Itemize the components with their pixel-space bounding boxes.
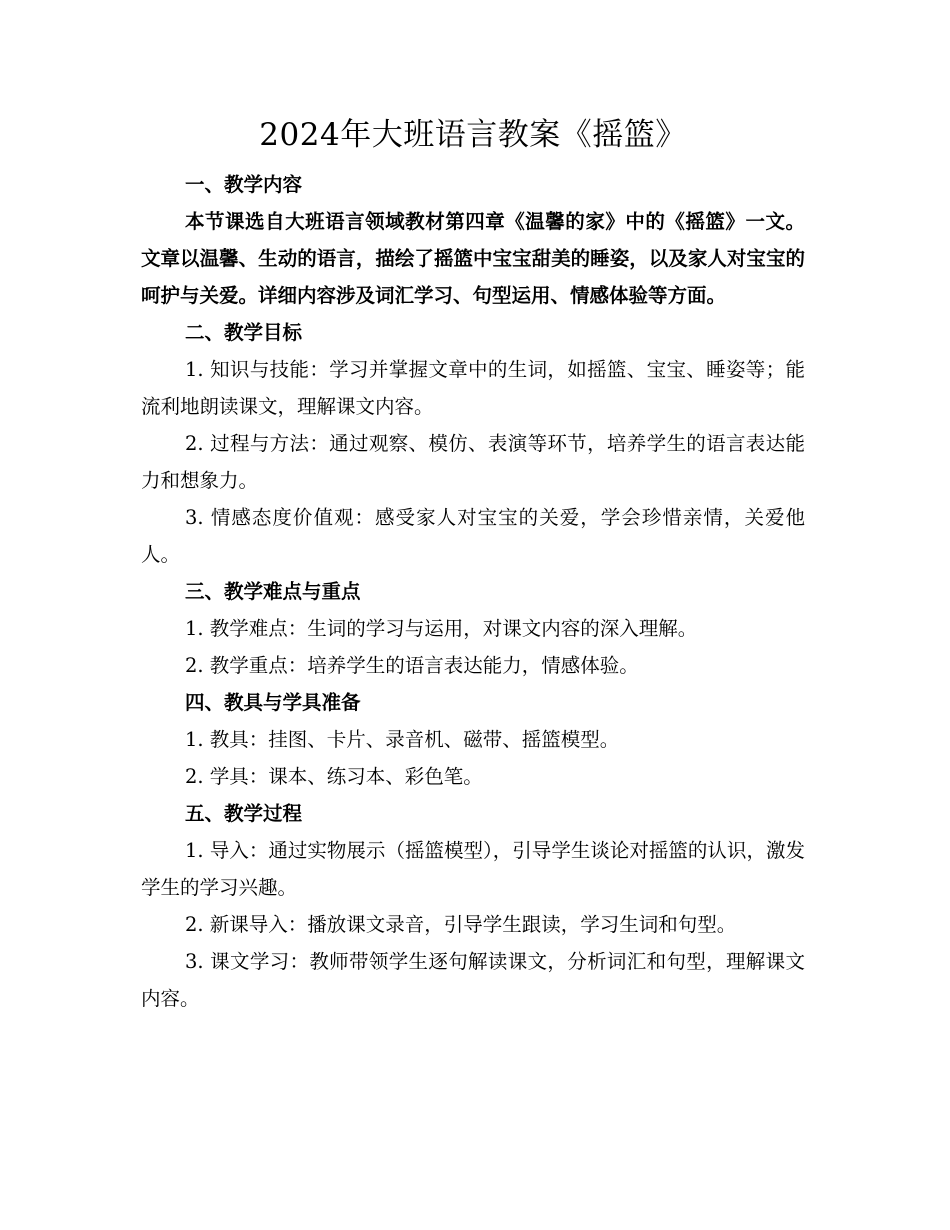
document-page (141, 112, 805, 1017)
section-teaching-content (141, 166, 805, 314)
section-heading: 三、教学难点与重点 (185, 580, 361, 603)
paragraph: 3. 情感态度价值观：感受家人对宝宝的关爱，学会珍惜亲情，关爱他人。 (141, 506, 805, 566)
section-teaching-process (141, 795, 805, 1017)
paragraph: 1. 教学难点：生词的学习与运用，对课文内容的深入理解。 (185, 617, 698, 640)
section-difficulties-and-focus (141, 573, 805, 684)
paragraph: 1. 教具：挂图、卡片、录音机、磁带、摇篮模型。 (185, 728, 620, 751)
section-heading: 四、教具与学具准备 (185, 691, 361, 714)
paragraph: 1. 导入：通过实物展示（摇篮模型），引导学生谈论对摇篮的认识，激发学生的学习兴趣。 (141, 839, 805, 899)
paragraph: 2. 新课导入：播放课文录音，引导学生跟读，学习生词和句型。 (185, 913, 737, 936)
paragraph: 本节课选自大班语言领域教材第四章《温馨的家》中的《摇篮》一文。文章以温馨、生动的语言，描绘了摇篮中宝宝甜美的睡姿，以及家人对宝宝的呵护与关爱。详细内容涉及词汇学习、句型运用、情感体验等方面。 (141, 210, 805, 307)
section-heading: 二、教学目标 (185, 321, 303, 344)
paragraph: 2. 学具：课本、练习本、彩色笔。 (185, 765, 483, 788)
section-heading: 五、教学过程 (185, 802, 303, 825)
document-title: 2024年大班语言教案《摇篮》 (259, 117, 687, 153)
section-teaching-goals (141, 314, 805, 573)
paragraph: 2. 教学重点：培养学生的语言表达能力，情感体验。 (185, 654, 639, 677)
section-materials (141, 684, 805, 795)
section-heading: 一、教学内容 (185, 173, 303, 196)
paragraph: 1. 知识与技能：学习并掌握文章中的生词，如摇篮、宝宝、睡姿等；能流利地朗读课文，理解课文内容。 (141, 358, 805, 418)
paragraph: 3. 课文学习：教师带领学生逐句解读课文，分析词汇和句型，理解课文内容。 (141, 950, 805, 1010)
paragraph: 2. 过程与方法：通过观察、模仿、表演等环节，培养学生的语言表达能力和想象力。 (141, 432, 805, 492)
